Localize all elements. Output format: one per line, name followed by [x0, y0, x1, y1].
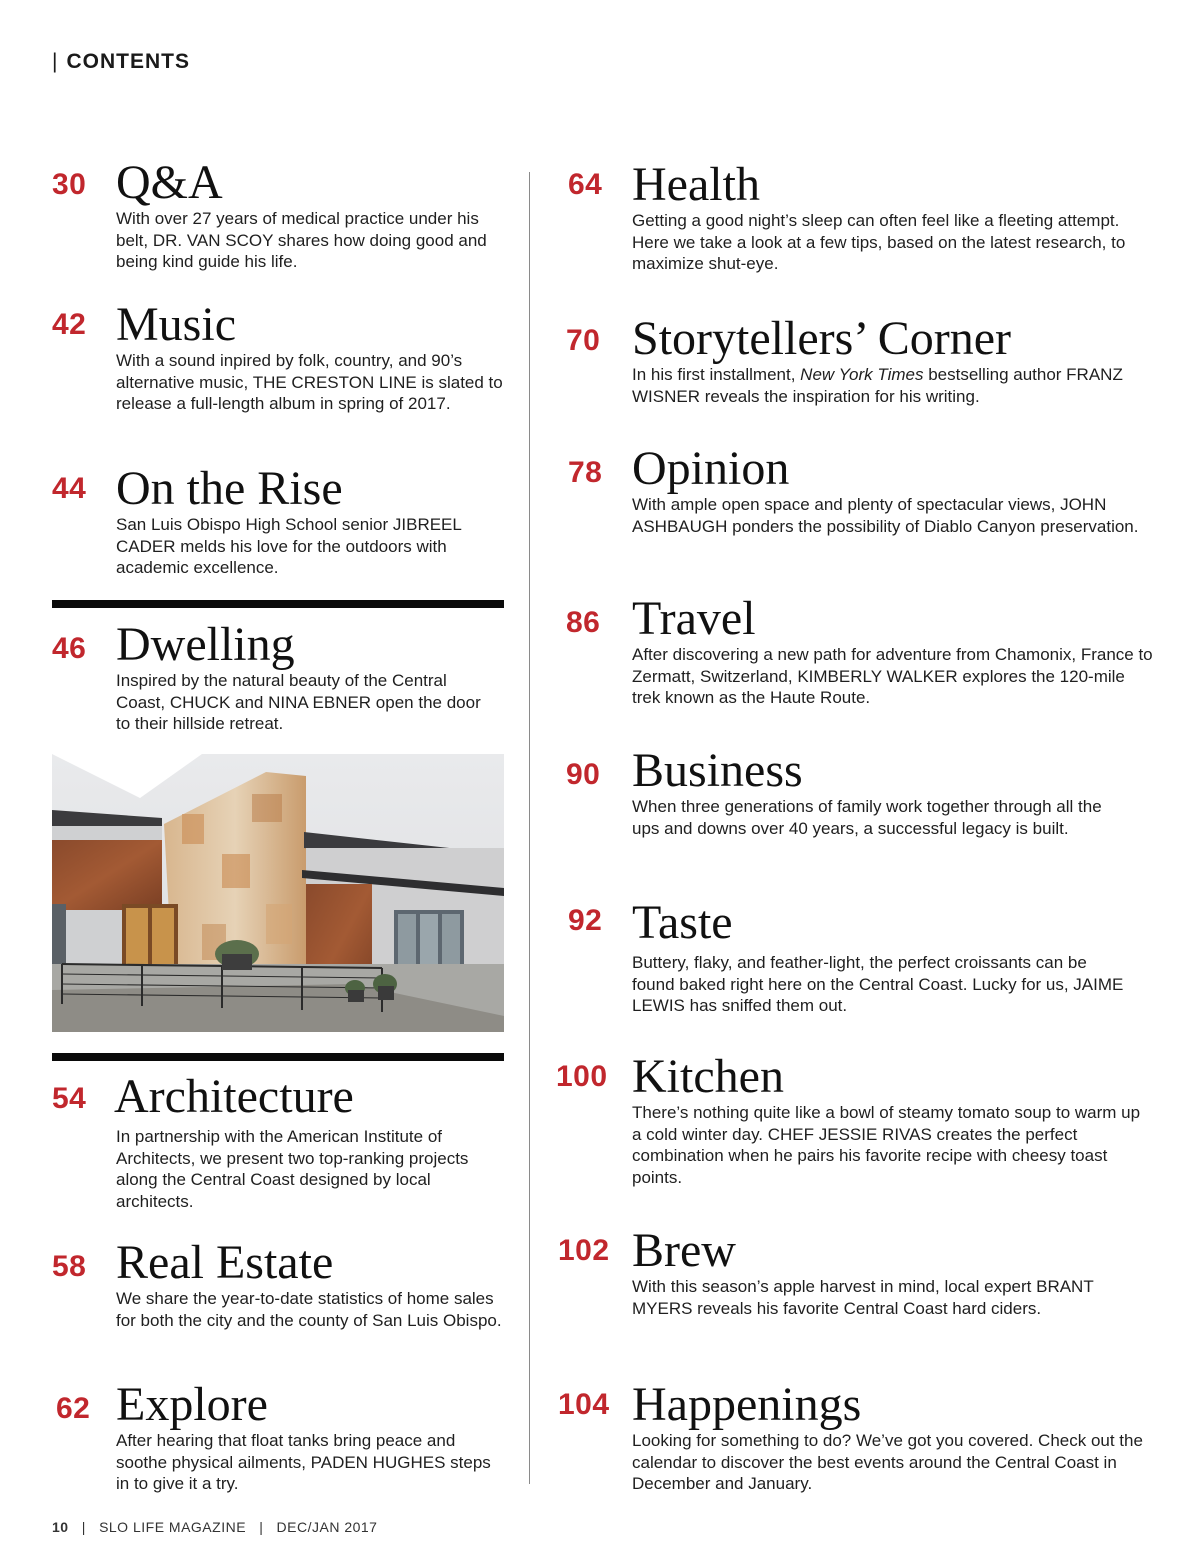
entry-description: There’s nothing quite like a bowl of steamy tomato soup to warm up a cold winter day. CHEF JESSIE RIVAS creates the perfect combination when he pairs his favorite recipe with cheesy toast points. — [632, 1103, 1141, 1187]
entry-title[interactable]: Architecture — [114, 1070, 354, 1123]
section-header — [52, 50, 190, 74]
page-number: 90 — [566, 758, 601, 791]
entry-title[interactable]: Kitchen — [632, 1050, 784, 1103]
toc-entry-kitchen[interactable] — [558, 1052, 1158, 1188]
footer-separator: | — [259, 1519, 264, 1535]
page-number: 42 — [52, 308, 87, 341]
toc-entry-travel[interactable] — [558, 594, 1158, 709]
publication-name: New York Times — [800, 365, 924, 384]
entry-title[interactable]: Real Estate — [116, 1236, 334, 1289]
entry-title[interactable]: Music — [116, 298, 236, 351]
page-number: 30 — [52, 168, 87, 201]
dwelling-house-photo — [52, 754, 504, 1032]
entry-description: Buttery, flaky, and feather-light, the perfect croissants can be found baked right here on the Central Coast. Lucky for us, JAIME LEWIS has sniffed them out. — [632, 953, 1124, 1015]
toc-entry-qa[interactable] — [52, 158, 512, 273]
page-number: 62 — [56, 1392, 91, 1425]
entry-description: With over 27 years of medical practice under his belt, DR. VAN SCOY shares how doing good and being kind guide his life. — [116, 209, 487, 271]
toc-entry-happenings[interactable] — [558, 1380, 1158, 1495]
page-number: 102 — [558, 1234, 610, 1267]
entry-description: With ample open space and plenty of spectacular views, JOHN ASHBAUGH ponders the possibility of Diablo Canyon preservation. — [632, 495, 1139, 536]
toc-entry-explore[interactable] — [52, 1380, 512, 1495]
entry-title[interactable]: Explore — [116, 1378, 268, 1431]
entry-title[interactable]: Travel — [632, 592, 756, 645]
toc-entry-dwelling[interactable] — [52, 620, 512, 735]
page-number: 70 — [566, 324, 601, 357]
toc-entry-health[interactable] — [558, 160, 1158, 275]
entry-title[interactable]: On the Rise — [116, 462, 343, 515]
entry-description: We share the year-to-date statistics of home sales for both the city and the county of San Luis Obispo. — [116, 1289, 502, 1330]
page-number: 104 — [558, 1388, 610, 1421]
toc-entry-opinion[interactable] — [558, 444, 1158, 537]
page-number: 64 — [568, 168, 603, 201]
toc-entry-music[interactable] — [52, 300, 512, 415]
entry-title[interactable]: Taste — [632, 896, 733, 949]
entry-description: In his first installment, New York Times bestselling author FRANZ WISNER reveals the inspiration for his writing. — [632, 365, 1123, 406]
toc-entry-on-the-rise[interactable] — [52, 464, 512, 579]
footer-separator: | — [81, 1519, 86, 1535]
footer-page-number: 10 — [52, 1519, 69, 1535]
page-number: 86 — [566, 606, 601, 639]
toc-entry-brew[interactable] — [558, 1226, 1158, 1319]
header-bar: | — [52, 50, 59, 73]
page-footer — [52, 1519, 377, 1535]
page-number: 58 — [52, 1250, 87, 1283]
page-number: 100 — [556, 1060, 608, 1093]
entry-description: San Luis Obispo High School senior JIBREEL CADER melds his love for the outdoors with academic excellence. — [116, 515, 462, 577]
toc-entry-architecture[interactable] — [52, 1072, 512, 1212]
entry-description: After hearing that float tanks bring peace and soothe physical ailments, PADEN HUGHES steps in to give it a try. — [116, 1431, 491, 1493]
entry-title[interactable]: Opinion — [632, 442, 790, 495]
entry-description: When three generations of family work together through all the ups and downs over 40 years, a successful legacy is built. — [632, 797, 1102, 838]
toc-entry-taste[interactable] — [558, 898, 1158, 1017]
entry-description: With this season’s apple harvest in mind, local expert BRANT MYERS reveals his favorite Central Coast hard ciders. — [632, 1277, 1094, 1318]
entry-description: With a sound inpired by folk, country, and 90’s alternative music, THE CRESTON LINE is slated to release a full-length album in spring of 2017. — [116, 351, 503, 413]
entry-description: Looking for something to do? We’ve got you covered. Check out the calendar to discover the best events around the Central Coast in December and January. — [632, 1431, 1143, 1493]
entry-description: Getting a good night’s sleep can often feel like a fleeting attempt. Here we take a look at a few tips, based on the latest research, to maximize shut-eye. — [632, 211, 1126, 273]
entry-description: In partnership with the American Institute of Architects, we present two top-ranking projects along the Central Coast designed by local architects. — [116, 1127, 469, 1211]
page-number: 44 — [52, 472, 87, 505]
toc-entry-real-estate[interactable] — [52, 1238, 512, 1331]
footer-issue: DEC/JAN 2017 — [276, 1519, 378, 1535]
section-rule — [52, 1053, 504, 1061]
page-number: 78 — [568, 456, 603, 489]
column-divider — [529, 172, 530, 1484]
entry-title[interactable]: Dwelling — [116, 618, 295, 671]
entry-title[interactable]: Business — [632, 744, 803, 797]
section-rule — [52, 600, 504, 608]
footer-magazine: SLO LIFE MAGAZINE — [99, 1519, 247, 1535]
entry-title[interactable]: Brew — [632, 1224, 736, 1277]
page-number: 92 — [568, 904, 603, 937]
entry-title[interactable]: Storytellers’ Corner — [632, 312, 1012, 365]
entry-title[interactable]: Health — [632, 158, 760, 211]
entry-title[interactable]: Q&A — [116, 156, 223, 209]
header-label: CONTENTS — [66, 50, 190, 73]
toc-entry-business[interactable] — [558, 746, 1158, 839]
entry-description: Inspired by the natural beauty of the Central Coast, CHUCK and NINA EBNER open the door to their hillside retreat. — [116, 671, 481, 733]
page-number: 54 — [52, 1082, 87, 1115]
entry-title[interactable]: Happenings — [632, 1378, 862, 1431]
entry-description: After discovering a new path for adventure from Chamonix, France to Zermatt, Switzerland, KIMBERLY WALKER explores the 120-mile trek known as the Haute Route. — [632, 645, 1153, 707]
toc-entry-storytellers-corner[interactable] — [558, 314, 1158, 407]
page-number: 46 — [52, 632, 87, 665]
